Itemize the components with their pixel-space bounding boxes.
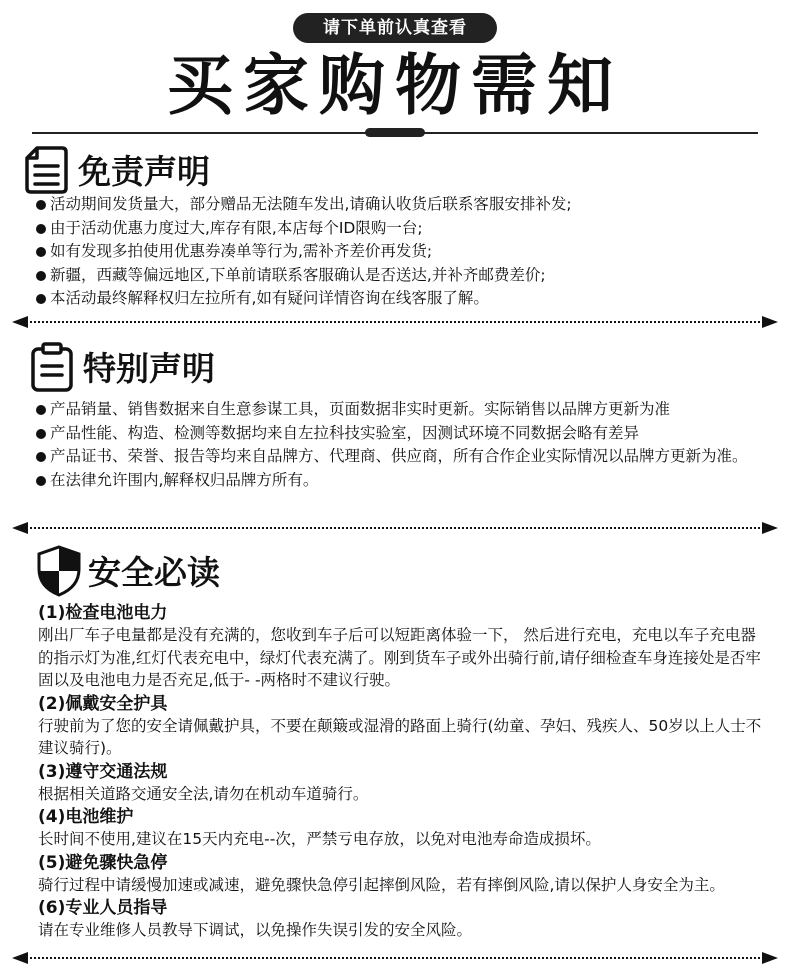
safety-item-body: 行驶前为了您的安全请佩戴护具，不要在颠簸或湿滑的路面上骑行(幼童、孕妇、残疾人、50岁以上人士不建议骑行)。 (38, 716, 762, 757)
safety-item-title: (1)检查电池电力 (38, 603, 168, 623)
list-item: 由于活动优惠力度过大,库存有限,本店每个ID限购一台; (36, 217, 766, 241)
safety-item-body: 骑行过程中请缓慢加速或减速，避免骤快急停引起摔倒风险，若有摔倒风险,请以保护人身安全为主。 (38, 875, 725, 894)
notice-pill: 请下单前认真查看 (293, 13, 497, 43)
title-underline-accent (365, 128, 425, 137)
clipboard-icon (30, 342, 74, 396)
section-divider (12, 316, 778, 328)
special-header (30, 342, 215, 396)
safety-header (36, 545, 220, 601)
safety-item-title: (5)避免骤快急停 (38, 852, 168, 873)
arrow-right-icon (762, 952, 778, 964)
safety-item-title: (2)佩戴安全护具 (38, 693, 168, 714)
shield-icon (36, 545, 82, 601)
disclaimer-list (36, 193, 766, 311)
section-divider (12, 952, 778, 964)
disclaimer-header (24, 146, 210, 198)
special-list (36, 398, 766, 492)
disclaimer-heading: 免责声明 (78, 152, 210, 191)
list-item: 在法律允许围内,解释权归品牌方所有。 (36, 469, 766, 493)
safety-list (38, 601, 766, 942)
list-item: 产品证书、荣誉、报告等均来自品牌方、代理商、供应商，所有合作企业实际情况以品牌方更新为准。 (36, 445, 766, 469)
arrow-right-icon (762, 316, 778, 328)
list-item: 产品性能、构造、检测等数据均来自左拉科技实验室，因测试环境不同数据会略有差异 (36, 422, 766, 446)
list-item: 新疆，西藏等偏远地区,下单前请联系客服确认是否送达,并补齐邮费差价; (36, 264, 766, 288)
arrow-right-icon (762, 522, 778, 534)
section-divider (12, 522, 778, 534)
safety-item-body: 根据相关道路交通安全法,请勿在机动车道骑行。 (38, 784, 369, 803)
safety-item-title: (4)电池维护 (38, 807, 134, 827)
safety-item-title: (3)遵守交通法规 (38, 761, 168, 782)
safety-item-body: 刚出厂车子电量都是没有充满的，您收到车子后可以短距离体验一下， 然后进行充电，充电以车子充电器的指示灯为准,红灯代表充电中，绿灯代表充满了。刚到货车子或外出骑行前,请仔细检查车身连接处是否牢固以及电池电力是否充足,低于- -两格时不建议行驶。 (38, 626, 761, 689)
document-icon (24, 146, 70, 198)
list-item: 本活动最终解释权归左拉所有,如有疑问详情咨询在线客服了解。 (36, 287, 766, 311)
page-title: 买家购物需知 (167, 47, 623, 124)
safety-item-body: 长时间不使用,建议在15天内充电--次，严禁亏电存放，以免对电池寿命造成损坏。 (38, 830, 601, 848)
safety-item-title: (6)专业人员指导 (38, 898, 168, 918)
safety-heading: 安全必读 (88, 553, 220, 592)
list-item: 如有发现多拍使用优惠券凑单等行为,需补齐差价再发货; (36, 240, 766, 264)
list-item: 产品销量、销售数据来自生意参谋工具，页面数据非实时更新。实际销售以品牌方更新为准 (36, 398, 766, 422)
special-heading: 特别声明 (83, 349, 215, 388)
safety-item-body: 请在专业维修人员教导下调试，以免操作失误引发的安全风险。 (38, 921, 473, 939)
list-item: 活动期间发货量大，部分赠品无法随车发出,请确认收货后联系客服安排补发; (36, 193, 766, 217)
